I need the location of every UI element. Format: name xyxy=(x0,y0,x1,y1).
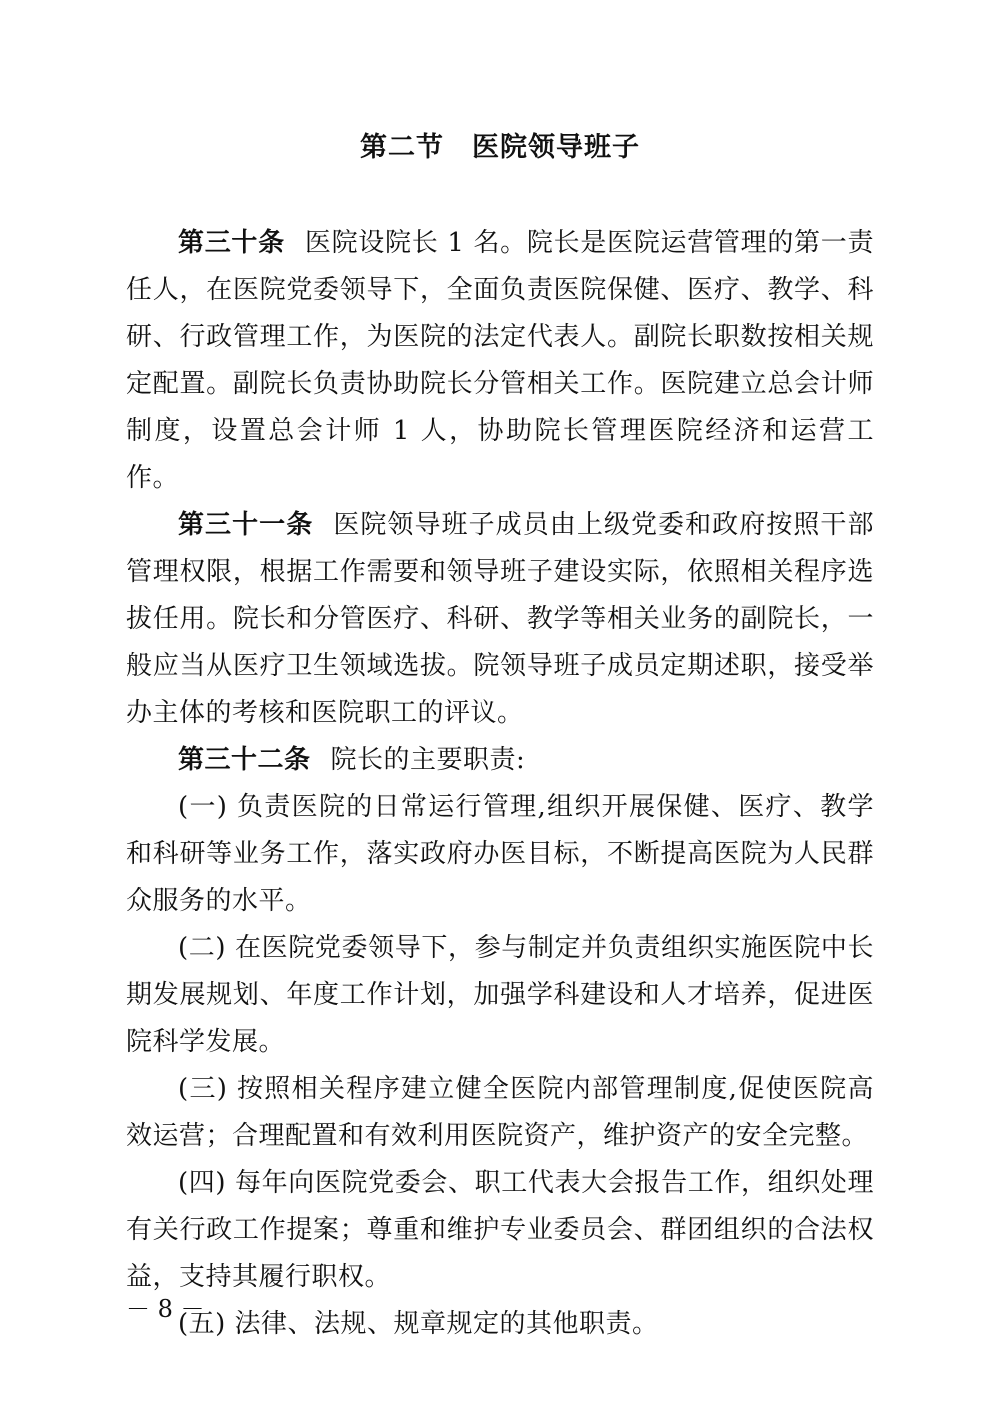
article-30-heading: 第三十条 xyxy=(178,228,285,258)
article-30-text: 医院设院长 1 名。院长是医院运营管理的第一责任人，在医院党委领导下，全面负责医院保健、医疗、教学、科研、行政管理工作，为医院的法定代表人。副院长职数按相关规定配置。副院长负责协助院长分管相关工作。医院建立总会计师制度，设置总会计师 1 人，协助院长管理医院经济和运营工作。 xyxy=(126,228,874,493)
article-32 xyxy=(126,737,874,784)
document-body xyxy=(126,220,874,1348)
section-title: 第二节 医院领导班子 xyxy=(360,132,640,163)
article-32-text: 院长的主要职责: xyxy=(330,745,526,775)
article-31 xyxy=(126,502,874,737)
article-31-text: 医院领导班子成员由上级党委和政府按照干部管理权限，根据工作需要和领导班子建设实际，依照相关程序选拔任用。院长和分管医疗、科研、教学等相关业务的副院长，一般应当从医疗卫生领域选拔。院领导班子成员定期述职，接受举办主体的考核和医院职工的评议。 xyxy=(126,510,874,728)
duty-item-3: (三) 按照相关程序建立健全医院内部管理制度,促使医院高效运营；合理配置和有效利用医院资产，维护资产的安全完整。 xyxy=(126,1074,874,1151)
article-32-heading: 第三十二条 xyxy=(178,745,311,775)
duty-item-1: (一) 负责医院的日常运行管理,组织开展保健、医疗、教学和科研等业务工作，落实政府办医目标，不断提高医院为人民群众服务的水平。 xyxy=(126,792,874,916)
duty-item-5: (五) 法律、法规、规章规定的其他职责。 xyxy=(178,1309,659,1339)
article-31-heading: 第三十一条 xyxy=(178,510,314,540)
duty-item-2: (二) 在医院党委领导下，参与制定并负责组织实施医院中长期发展规划、年度工作计划，加强学科建设和人才培养，促进医院科学发展。 xyxy=(126,933,874,1057)
article-30 xyxy=(126,220,874,502)
duty-item-4: (四) 每年向医院党委会、职工代表大会报告工作，组织处理有关行政工作提案；尊重和维护专业委员会、群团组织的合法权益，支持其履行职权。 xyxy=(126,1168,874,1292)
page-number: － 8 － xyxy=(126,1295,205,1323)
